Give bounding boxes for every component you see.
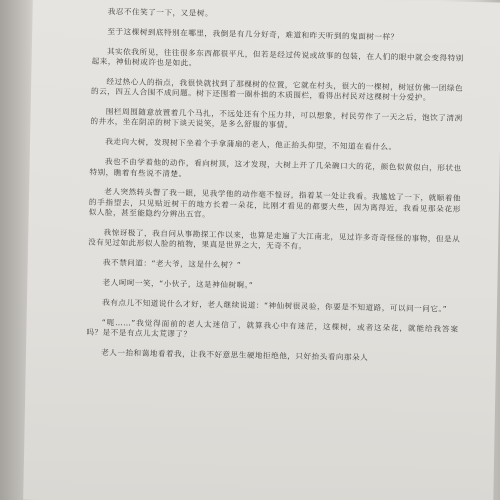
paragraph-5: 围栏周围随意放置着几个马扎，不远处还有个压力井，可以想象，村民劳作了一天之后，饱饮了清冽的井水，坐在阴凉的树下谈天说笑，是多么舒服的事情。 bbox=[90, 107, 463, 131]
paragraph-6: 我走向大树，发现树下坐着个手拿蒲扇的老人，他正抬头仰望，不知道在看什么。 bbox=[105, 137, 397, 152]
paragraph-11: 老人呵呵一笑，“小伙子，这是神仙树啊。” bbox=[102, 277, 254, 290]
page-text bbox=[86, 7, 465, 375]
book-page bbox=[23, 0, 500, 500]
paragraph-8: 老人突然转头瞥了我一眼，见我学他的动作毫不惶讶，指着某一处让我看。我尴尬了一下，就顺着他的手指望去，只见贴近树干的地方长着一朵花，比刚才看见的都要大些，因为离得近，我看见那朵花形似人脸，甚至能隐约分辨出五官。 bbox=[88, 187, 462, 219]
paragraph-3: 其实依我所见，往往很多东西都很平凡，但若是经过传说或故事的包装，在人们的眼中就会变得特别起来，神仙树或许也是如此。 bbox=[91, 46, 464, 68]
paragraph-9: 我惊讶极了，我自问从事勘探工作以来，也算是走遍了大江南北，见过许多奇奇怪怪的事物，但是从没有见过如此形似人脸的植物，果真是世界之大，无奇不有。 bbox=[88, 227, 461, 252]
paragraph-1: 我忍不住笑了一下，又是树。 bbox=[107, 6, 214, 18]
paragraph-7: 我也不由学着他的动作，看向树顶，这才发现，大树上开了几朵碗口大的花，颜色似黄似白，形状也特别，瞧着有些说不清楚。 bbox=[89, 157, 462, 179]
paragraph-10: 我不禁问道：“老大爷，这是什么树？” bbox=[102, 258, 242, 270]
paragraph-12: 我有点儿不知道说什么才好，老人继续说道：“神仙树很灵验，你要是不知道路，可以问一问它。” bbox=[102, 297, 448, 314]
paragraph-4: 经过热心人的指点，我很快就找到了那棵树的位置，它就在村头，很大的一棵树，树冠仿佛一团绿色的云，四五人合围不成问题。树下还围着一圈朴拙的木质围栏，看得出村民对这棵树十分爱护。 bbox=[90, 76, 464, 103]
paragraph-14: 老人一抬和蔼地看着我，让我不好意思生硬地拒绝他，只好抬头看向那朵人 bbox=[101, 347, 369, 362]
paragraph-13: “呃……”我觉得面前的老人太迷信了，就算我心中有迷茫，这棵树，或者这朵花，就能给我答案吗？是不是有点儿太荒谬了？ bbox=[86, 317, 459, 339]
paragraph-2: 至于这棵树到底特别在哪里，我倒是有几分好奇，难道和昨天听到的鬼面树一样？ bbox=[107, 26, 399, 42]
